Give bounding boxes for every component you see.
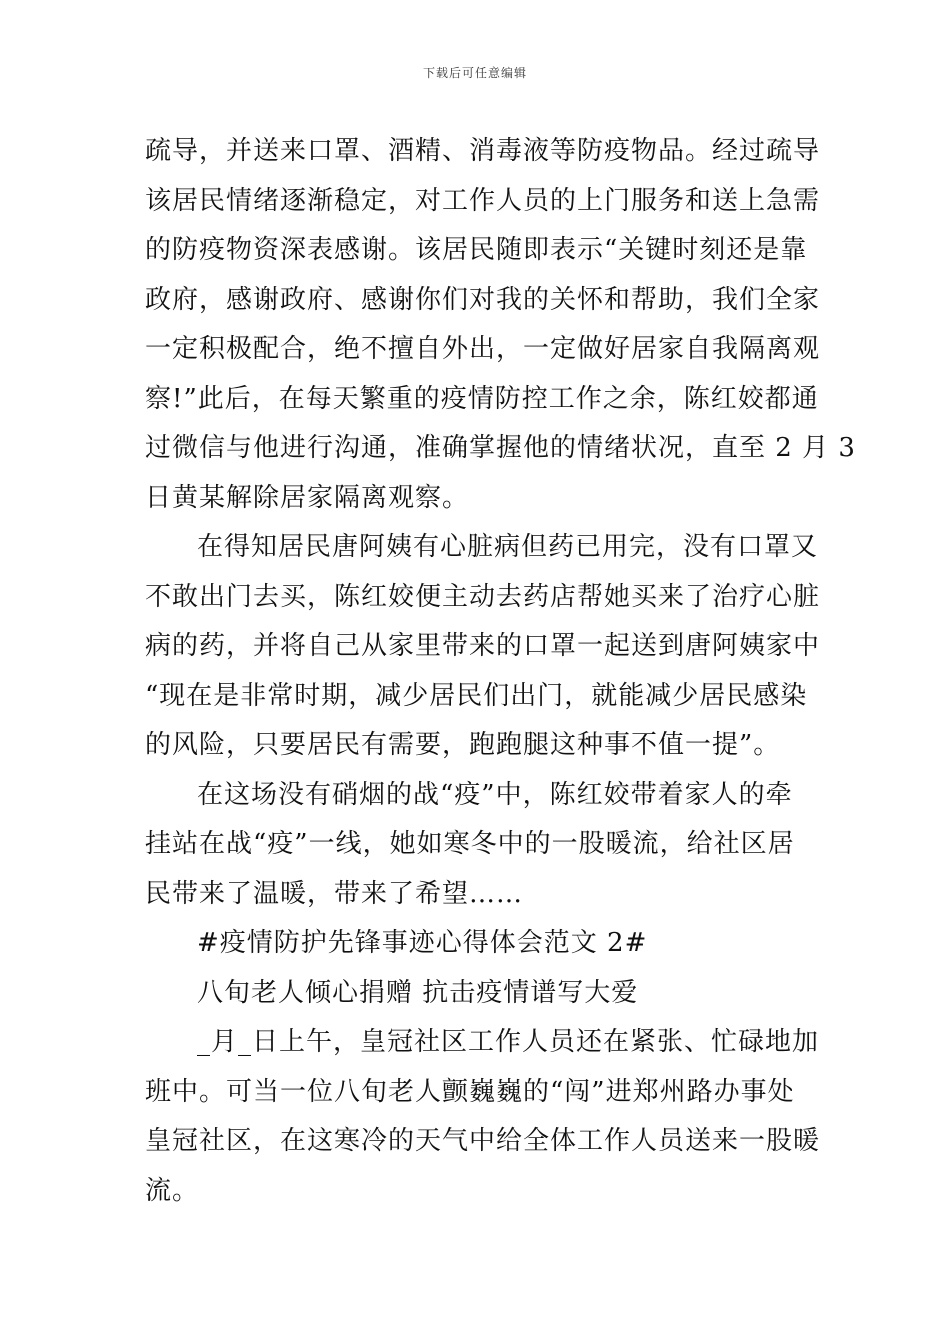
text-line: 班中。可当一位八旬老人颤巍巍的“闯”进郑州路办事处 [145,1076,795,1107]
text-line: 的防疫物资深表感谢。该居民随即表示“关键时刻还是靠 [145,235,808,265]
text-line: 过微信与他进行沟通，准确掌握他的情绪状况，直至 2 月 3 [145,433,856,463]
text-line: 挂站在战“疫”一线，她如寒冬中的一股暖流，给社区居 [145,829,795,859]
text-line: 日黄某解除居家隔离观察。 [145,482,470,513]
text-line: 不敢出门去买，陈红姣便主动去药店帮她买来了治疗心脏 [145,581,821,612]
text-line: 在这场没有硝烟的战“疫”中，陈红姣带着家人的牵 [197,779,793,810]
page-header: 下载后可任意编辑 [422,66,527,80]
text-line: 疏导，并送来口罩、酒精、消毒液等防疫物品。经过疏导 [145,136,821,166]
text-line: 政府，感谢政府、感谢你们对我的关怀和帮助，我们全家 [145,284,821,315]
article-title: 八旬老人倾心捐赠 抗击疫情谱写大爱 [197,977,639,1008]
document-body [145,127,856,1216]
text-line: 察!”此后，在每天繁重的疫情防控工作之余，陈红姣都通 [145,383,819,414]
text-line: 一定积极配合，绝不擅自外出，一定做好居家自我隔离观 [145,334,821,364]
text-line: “现在是非常时期，减少居民们出门，就能减少居民感染 [145,680,808,711]
text-line: 病的药，并将自己从家里带来的口罩一起送到唐阿姨家中 [145,631,821,661]
text-line: 民带来了温暖，带来了希望…… [145,878,524,909]
text-line: 该居民情绪逐渐稳定，对工作人员的上门服务和送上急需 [145,185,821,216]
text-line: 在得知居民唐阿姨有心脏病但药已用完，没有口罩又 [197,532,819,562]
text-line: 皇冠社区，在这寒冷的天气中给全体工作人员送来一股暖 [145,1126,821,1156]
section-heading: #疫情防护先锋事迹心得体会范文 2# [197,928,648,958]
text-line: 流。 [145,1175,200,1206]
text-line: 的风险，只要居民有需要，跑跑腿这种事不值一提”。 [145,730,781,760]
text-line: _月_日上午，皇冠社区工作人员还在紧张、忙碌地加 [197,1027,820,1057]
